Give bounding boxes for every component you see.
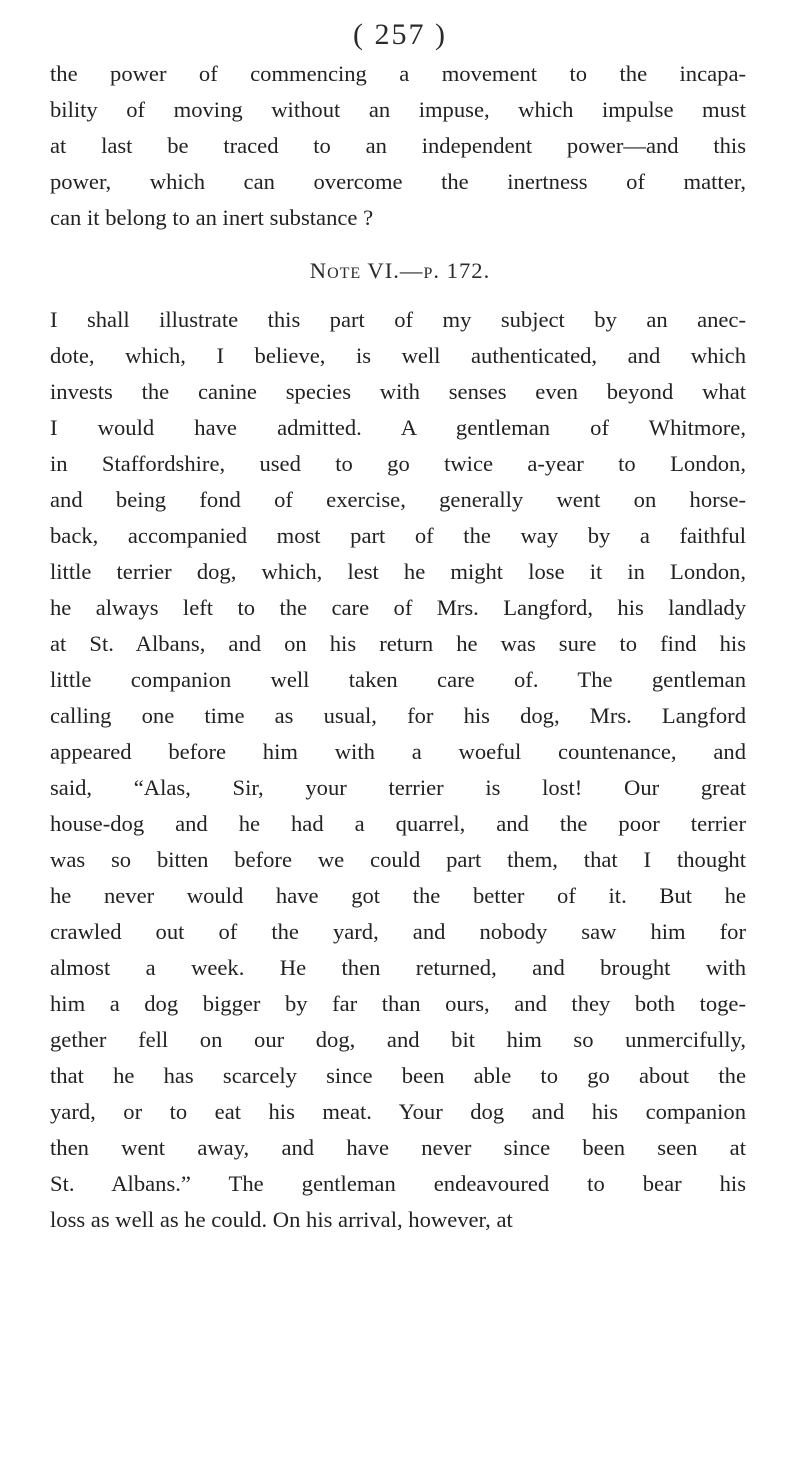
text-line: crawled out of the yard, and nobody saw him for — [50, 919, 746, 944]
text-line: calling one time as usual, for his dog, Mrs. Langford — [50, 703, 746, 728]
text-line: house-dog and he had a quarrel, and the poor terrier — [50, 811, 746, 836]
text-line: I would have admitted. A gentleman of Whitmore, — [50, 415, 746, 440]
text-line: back, accompanied most part of the way by a faithful — [50, 523, 746, 548]
text-line: invests the canine species with senses even beyond what — [50, 379, 746, 404]
text-line: almost a week. He then returned, and brought with — [50, 955, 746, 980]
text-line: yard, or to eat his meat. Your dog and his companion — [50, 1099, 746, 1124]
text-line: he never would have got the better of it. But he — [50, 883, 746, 908]
paragraph-continuation — [50, 56, 746, 236]
paragraph-anecdote — [50, 302, 746, 1238]
text-line: gether fell on our dog, and bit him so unmercifully, — [50, 1027, 746, 1052]
text-line: little terrier dog, which, lest he might lose it in London, — [50, 559, 746, 584]
text-line: was so bitten before we could part them, that I thought — [50, 847, 746, 872]
text-line: him a dog bigger by far than ours, and they both toge- — [50, 991, 746, 1016]
text-line: little companion well taken care of. The gentleman — [50, 667, 746, 692]
text-line: bility of moving without an impuse, which impulse must — [50, 97, 746, 122]
text-line: in Staffordshire, used to go twice a-year to London, — [50, 451, 746, 476]
page-number: ( 257 ) — [353, 18, 447, 51]
text-line: and being fond of exercise, generally went on horse- — [50, 487, 746, 512]
text-line: St. Albans.” The gentleman endeavoured to bear his — [50, 1171, 746, 1196]
note-heading — [0, 258, 800, 284]
text-line: loss as well as he could. On his arrival, however, at — [50, 1207, 513, 1232]
text-line: said, “Alas, Sir, your terrier is lost! Our great — [50, 775, 746, 800]
text-line: he always left to the care of Mrs. Langford, his landlady — [50, 595, 746, 620]
text-line: at St. Albans, and on his return he was sure to find his — [50, 631, 746, 656]
text-line: I shall illustrate this part of my subject by an anec- — [50, 307, 746, 332]
text-line: the power of commencing a movement to the incapa- — [50, 61, 746, 86]
text-line: can it belong to an inert substance ? — [50, 205, 374, 230]
text-line: then went away, and have never since been seen at — [50, 1135, 746, 1160]
text-line: dote, which, I believe, is well authenticated, and which — [50, 343, 746, 368]
text-line: that he has scarcely since been able to go about the — [50, 1063, 746, 1088]
text-line: at last be traced to an independent power—and this — [50, 133, 746, 158]
text-line: power, which can overcome the inertness of matter, — [50, 169, 746, 194]
text-line: appeared before him with a woeful countenance, and — [50, 739, 746, 764]
note-heading-text: Note VI.—p. 172. — [309, 258, 491, 283]
